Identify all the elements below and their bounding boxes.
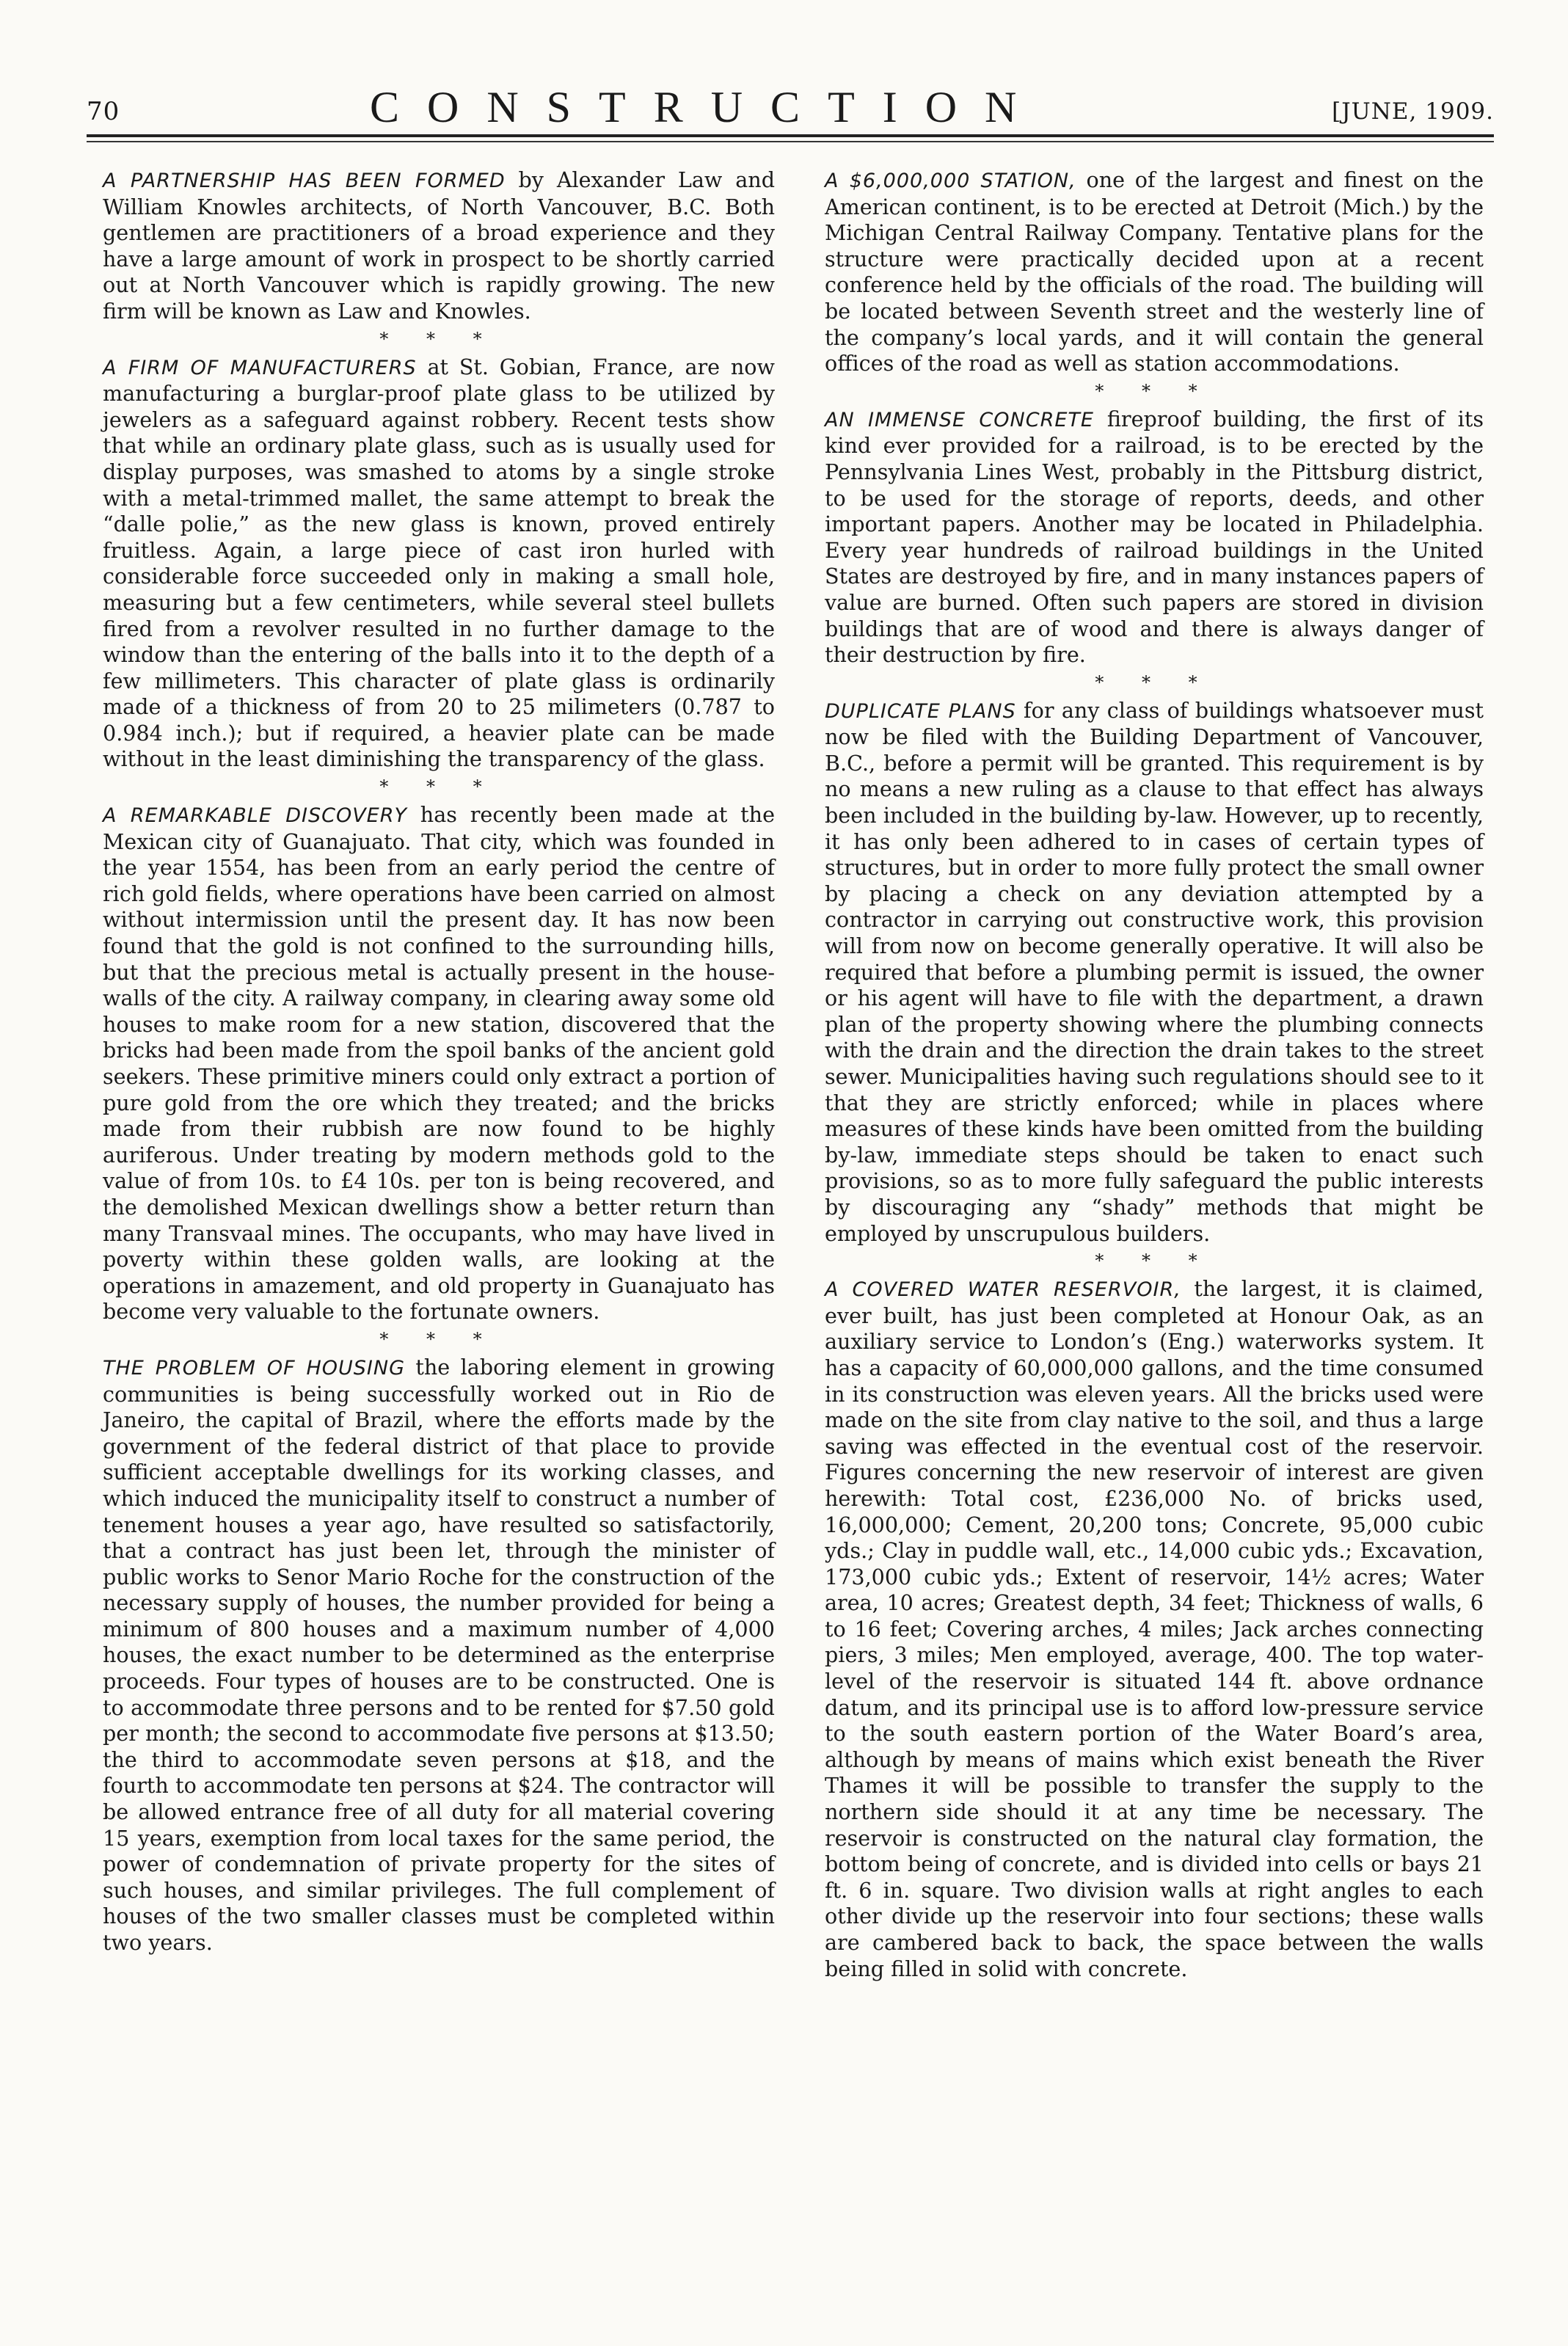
article-body: fireproof building, the first of its kind ever provided for a railroad, is to be erected by the Pennsylvania Lines West, probably in the Pittsburg district, to be used for the storage of reports, deeds, and other important papers. Another may be located in Philadelphia. Every year hundreds of railroad buildings in the United States are destroyed by fire, and in many instances papers of value are burned. Often such papers are stored in division buildings that are of wood and there is always danger of their destruction by fire. [825,406,1484,668]
article-lead: A COVERED WATER RESERVOIR, [825,1278,1181,1302]
article-lead: THE PROBLEM OF HOUSING [103,1356,406,1380]
issue-date: [JUNE, 1909. [1332,98,1494,125]
article-partnership [103,167,775,325]
article-water-reservoir [825,1276,1484,1982]
header-rule-thin [87,141,1494,142]
article-housing [103,1355,775,1956]
article-body: has recently been made at the Mexican city of Guanajuato. That city, which was founded in the year 1554, has been from an early period the centre of rich gold fields, where operations have been carried on almost without intermission until the present day. It has now been found that the gold is not confined to the surrounding hills, but that the precious metal is actually present in the house-walls of the city. A railway company, in clearing away some old houses to make room for a new station, discovered that the bricks had been made from the spoil banks of the ancient gold seekers. These primitive miners could only extract a portion of pure gold from the ore which they treated; and the bricks made from their rubbish are now found to be highly auriferous. Under treating by modern methods gold to the value of from 10s. to £4 10s. per ton is being recovered, and the demolished Mexican dwellings show a better return than many Transvaal mines. The occupants, who may have lived in poverty within these golden walls, are looking at the operations in amazement, and old property in Guanajuato has become very valuable to the fortunate owners. [103,802,776,1325]
left-column [103,167,775,1956]
journal-title: CONSTRUCTION [370,83,1045,131]
article-plate-glass [103,354,775,773]
article-body: for any class of buildings whatsoever must now be filed with the Building Department of Vancouver, B.C., before a permit will be granted. This requirement is by no means a new ruling as a clause to that effect has always been included in the building by-law. However, up to recently, it has only been adhered to in cases of certain types of structures, but in order to more fully protect the small owner by placing a check on any deviation attempted by a contractor in carrying out constructive work, this provision will from now on become generally operative. It will also be required that before a plumbing permit is issued, the owner or his agent will have to file with the department, a drawn plan of the property showing where the plumbing connects with the drain and the direction the drain takes to the street sewer. Municipalities having such regulations should see to it that they are strictly enforced; while in places where measures of these kinds have been omitted from the building by-law, immediate steps should be taken to enact such provisions, so as to more fully safeguard the public interests by discouraging any “shady” methods that might be employed by unscrupulous builders. [825,697,1484,1246]
page-header [87,82,1494,138]
article-duplicate-plans [825,698,1484,1247]
article-separator: * * * [379,328,498,349]
article-lead: A PARTNERSHIP HAS BEEN FORMED [103,170,506,192]
article-lead: DUPLICATE PLANS [825,699,1016,723]
article-detroit-station [825,167,1484,377]
article-separator: * * * [379,776,498,798]
article-body: the largest, it is claimed, ever built, has just been completed at Honour Oak, as an auxiliary service to London’s (Eng.) waterworks system. It has a capacity of 60,000,000 gallons, and the time consumed in its construction was eleven years. All the bricks used were made on the site from clay native to the soil, and thus a large saving was effected in the eventual cost of the reservoir. Figures concerning the new reservoir of interest are given herewith: Total cost, £236,000 No. of bricks used, 16,000,000; Cement, 20,200 tons; Concrete, 95,000 cubic yds.; Clay in puddle wall, etc., 14,000 cubic yds.; Excavation, 173,000 cubic yds.; Extent of reservoir, 14½ acres; Water area, 10 acres; Greatest depth, 34 feet; Thickness of walls, 6 to 16 feet; Covering arches, 4 miles; Jack arches connecting piers, 3 miles; Men employed, average, 400. The top water-level of the reservoir is situated 144 ft. above ordnance datum, and its principal use is to afford low-pressure service to the south eastern portion of the Water Board’s area, although by means of mains which exist beneath the River Thames it will be possible to transfer the supply to the northern side should it at any time be necessary. The reservoir is constructed on the natural clay formation, the bottom being of concrete, and is divided into cells or bays 21 ft. 6 in. square. Two division walls at right angles to each other divide up the reservoir into four sections; these walls are cambered back to back, the space between the walls being filled in solid with concrete. [825,1276,1484,1981]
article-concrete-building [825,407,1484,669]
article-separator: * * * [379,1328,498,1349]
article-body: at St. Gobian, France, are now manufacturing a burglar-proof plate glass to be utilized by jewelers as a safeguard against robbery. Recent tests show that while an ordinary plate glass, such as is usually used for display purposes, was smashed to atoms by a single stroke with a metal-trimmed mallet, the same attempt to break the “dalle polie,” as the new glass is known, proved entirely fruitless. Again, a large piece of cast iron hurled with considerable force succeeded only in making a small hole, measuring but a few centimeters, while several steel bullets fired from a revolver resulted in no further damage to the window than the entering of the balls into it to the depth of a few millimeters. This character of plate glass is ordinarily made of a thickness of from 20 to 25 milimeters (0.787 to 0.984 inch.); but if required, a heavier plate can be made without in the least diminishing the transparency of the glass. [103,354,775,772]
article-body: the laboring element in growing communities is being successfully worked out in Rio de Janeiro, the capital of Brazil, where the efforts made by the government of the federal district of that place to provide sufficient acceptable dwellings for its working classes, and which induced the municipality itself to construct a number of tenement houses a year ago, have resulted so satisfactorily, that a contract has just been let, through the minister of public works to Senor Mario Roche for the construction of the necessary supply of houses, the number provided for being a minimum of 800 houses and a maximum number of 4,000 houses, the exact number to be determined as the enterprise proceeds. Four types of houses are to be constructed. One is to accommodate three persons and to be rented for $7.50 gold per month; the second to accommodate five persons at $13.50; the third to accommodate seven persons at $18, and the fourth to accommodate ten persons at $24. The contractor will be allowed entrance free of all duty for all material covering 15 years, exemption from local taxes for the same period, the power of condemnation of private property for the sites of such houses, and similar privileges. The full complement of houses of the two smaller classes must be completed within two years. [103,1354,775,1955]
article-lead: A REMARKABLE DISCOVERY [103,804,407,828]
article-lead: A FIRM OF MANUFACTURERS [103,356,417,379]
page-number: 70 [87,97,120,126]
article-body: by Alexander Law and William Knowles architects, of North Vancouver, B.C. Both gentlemen are practitioners of a broad experience and they have a large amount of work in prospect to be shortly carried out at North Vancouver which is rapidly growing. The new firm will be known as Law and Knowles. [103,167,775,324]
article-separator: * * * [1095,671,1214,693]
header-rule-thick [87,134,1494,137]
article-lead: AN IMMENSE CONCRETE [825,408,1094,431]
article-lead: A $6,000,000 STATION, [825,170,1076,192]
article-separator: * * * [1095,380,1214,401]
right-column [825,167,1484,1982]
article-separator: * * * [1095,1250,1214,1272]
article-gold-discovery [103,802,775,1325]
article-body: one of the largest and finest on the American continent, is to be erected at Detroit (Mich.) by the Michigan Central Railway Company. Tentative plans for the structure were practically decided upon at a recent conference held by the officials of the road. The building will be located between Seventh street and the westerly line of the company’s local yards, and it will contain the general offices of the road as well as station accommodations. [825,167,1484,376]
